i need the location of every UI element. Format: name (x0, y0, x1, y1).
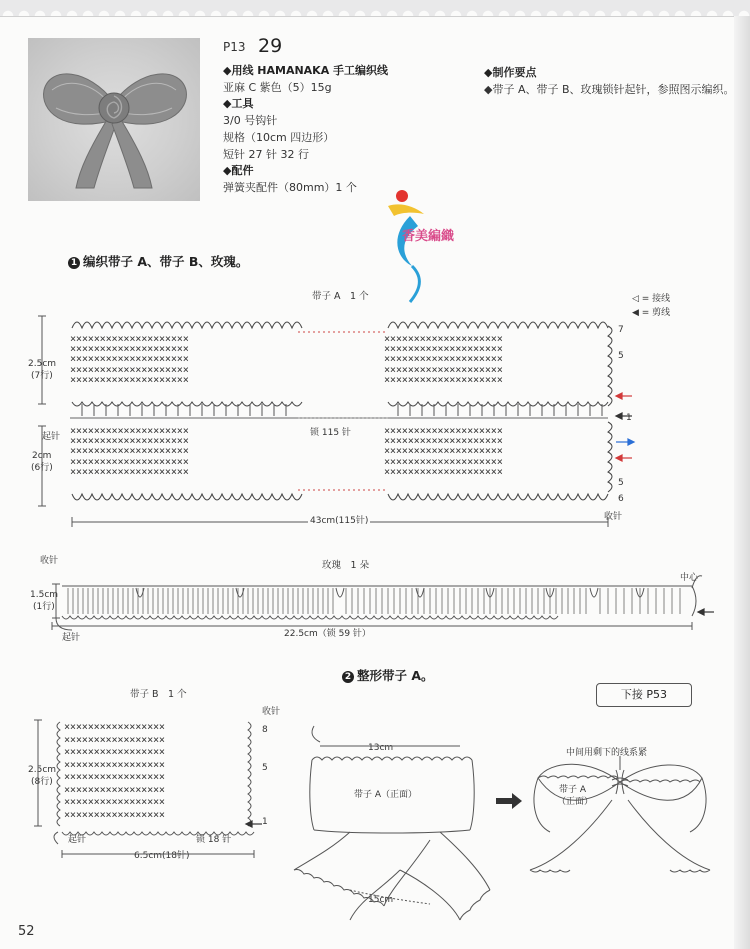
parts-heading: ◆配件 (223, 164, 254, 177)
strap-b-diagram (26, 714, 266, 866)
section2-title (342, 670, 434, 683)
continue-page-badge: 下接 P53 (596, 683, 692, 707)
strap-a-row-5: 5 (618, 351, 624, 361)
watermark-logo (380, 186, 460, 306)
tools-heading: ◆工具 (223, 97, 254, 110)
strap-a-finish: 收针 (604, 512, 623, 522)
legend-join: ◁ = 接线 (632, 294, 671, 304)
yarn-heading: ◆用线 HAMANAKA 手工编织线 (223, 64, 389, 77)
section1-number: 1 (68, 257, 80, 269)
legend-cut: ◀ = 剪线 (632, 308, 671, 318)
rose-title: 玫瑰 1 朵 (322, 560, 370, 571)
strap-a-rows-bottom-left: ×××××××××××××××××××× ×××××××××××××××××××× ×××××××××××××××××××× ×××××××××××××××××××× ×××××××××××××××××××× (70, 426, 189, 478)
strap-b-chain: 锁 18 针 (196, 835, 232, 845)
strap-b-row-1: 1 (262, 817, 268, 827)
shaping-top-width: 13cm (368, 743, 394, 753)
strap-b-rows-grid: ××××××××××××××××× ××××××××××××××××× ××××××××××××××××× ××××××××××××××××× ××××××××××××××××× ××××××××××××××××× ××××××××××××××××× ××××××××××××××××× (64, 722, 165, 821)
gauge-label: 规格（10cm 四边形） (223, 131, 335, 144)
page-number: 52 (18, 924, 35, 939)
strap-b-start: 起针 (68, 835, 87, 845)
section1-title-text: 编织带子 A、带子 B、玫瑰。 (83, 254, 249, 269)
shaping-tie-note: 中间用剩下的线系紧 (566, 748, 648, 758)
rose-rows: (1行) (33, 602, 55, 612)
strap-a-row-1: 1 (626, 413, 632, 423)
page-binding-edge (734, 16, 750, 949)
rose-finish: 收针 (40, 556, 59, 566)
section2-title-text: 整形带子 A。 (357, 668, 434, 683)
strap-b-width: 6.5cm(18针) (134, 851, 190, 861)
rose-height: 1.5cm (30, 590, 59, 600)
strap-a-rows-bottom: (6行) (31, 463, 53, 473)
rose-start: 起针 (62, 633, 81, 643)
strap-b-row-8: 8 (262, 725, 268, 735)
strap-a-height-bottom: 2cm (32, 451, 52, 461)
item-number: 29 (258, 35, 283, 57)
strap-a-rows-bottom-right: ×××××××××××××××××××× ×××××××××××××××××××× ×××××××××××××××××××× ×××××××××××××××××××× ×××××××××××××××××××× (384, 426, 503, 478)
strap-a-chain: 锁 115 针 (310, 428, 351, 438)
watermark-text: 香美編織 (402, 229, 455, 244)
bow-photo (28, 38, 200, 201)
instructions-point: ◆带子 A、带子 B、玫瑰锁针起针，参照图示编织。 (484, 83, 735, 96)
rose-diagram (26, 566, 716, 646)
parts-detail: 弹簧夹配件（80mm）1 个 (223, 181, 357, 194)
strap-a-width: 43cm(115针) (310, 516, 369, 526)
strap-b-height: 2.5cm (28, 765, 57, 775)
instructions-heading: ◆制作要点 (484, 66, 537, 79)
strap-a-start: 起针 (42, 432, 61, 442)
strap-a-rows-top: (7行) (31, 371, 53, 381)
strap-b-rows: (8行) (31, 777, 53, 787)
shaping-bottom-length: 15cm (368, 895, 394, 905)
shaping-illustration (290, 720, 730, 930)
strap-a-height-top: 2.5cm (28, 359, 57, 369)
watermark-figure (380, 186, 460, 306)
bow-photo-illustration (28, 38, 200, 201)
rose-length: 22.5cm（锁 59 针） (284, 629, 371, 639)
top-decorative-border (0, 0, 750, 17)
section1-title (68, 256, 248, 269)
strap-a-rows-top-left: ×××××××××××××××××××× ×××××××××××××××××××× ×××××××××××××××××××× ×××××××××××××××××××× ×××××××××××××××××××× (70, 334, 189, 386)
strap-a-row-7: 7 (618, 325, 624, 335)
strap-a-title: 带子 A 1 个 (312, 291, 369, 302)
strap-a-row-5b: 5 (618, 478, 624, 488)
rose-center: 中心 (680, 573, 699, 583)
strap-a-rows-top-right: ×××××××××××××××××××× ×××××××××××××××××××× ×××××××××××××××××××× ×××××××××××××××××××× ×××××××××××××××××××× (384, 334, 503, 386)
section2-number: 2 (342, 671, 354, 683)
strap-b-finish: 收针 (262, 707, 281, 717)
yarn-detail: 亚麻 C 紫色（5）15g (223, 81, 332, 94)
shaping-label-front: 带子 A（正面） (354, 790, 418, 800)
strap-a-row-6: 6 (618, 494, 624, 504)
strap-b-row-5: 5 (262, 763, 268, 773)
shaping-bow-label: 带子 A (559, 785, 587, 795)
strap-b-title: 带子 B 1 个 (130, 689, 187, 700)
page-reference: P13 (223, 40, 246, 54)
gauge-stitches: 短针 27 针 32 行 (223, 148, 309, 161)
tool-hook: 3/0 号钩针 (223, 114, 278, 127)
shaping-bow-front: （正面） (557, 797, 594, 807)
